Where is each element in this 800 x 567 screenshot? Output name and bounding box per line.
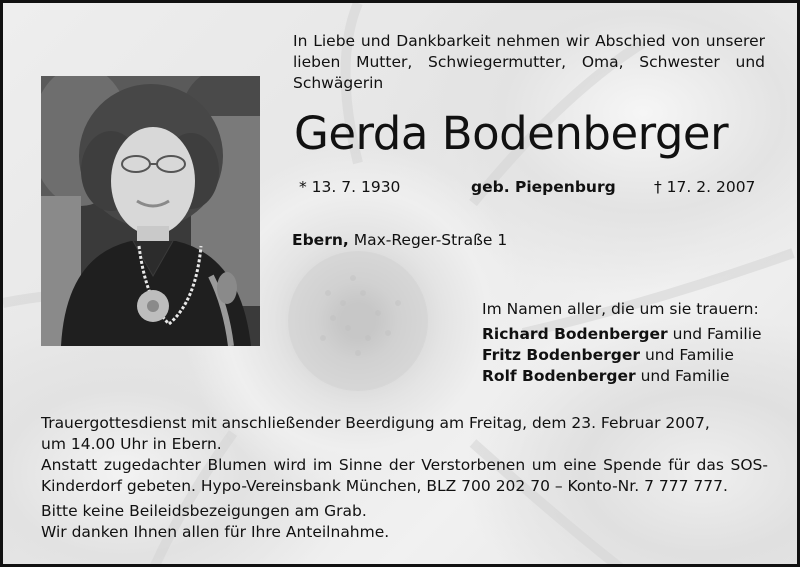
portrait-photo — [41, 76, 260, 346]
service-line-1: Trauergottesdienst mit anschließender Beerdigung am Freitag, dem 23. Februar 2007, — [41, 414, 710, 432]
death-date: † 17. 2. 2007 — [654, 178, 756, 196]
address — [292, 231, 507, 249]
footer-text — [41, 413, 768, 543]
mourner-row — [482, 345, 762, 366]
birth-date: * 13. 7. 1930 — [299, 178, 401, 196]
address-street: Max-Reger-Straße 1 — [353, 231, 508, 249]
mourner-suffix: und Familie — [672, 325, 762, 343]
mourners-intro: Im Namen aller, die um sie trauern: — [482, 300, 759, 318]
mourner-name: Fritz Bodenberger — [482, 346, 640, 364]
mourner-row — [482, 324, 762, 345]
mourner-suffix: und Familie — [644, 346, 734, 364]
mourner-name: Rolf Bodenberger — [482, 367, 636, 385]
address-town: Ebern, — [292, 231, 349, 249]
mourner-row — [482, 366, 762, 387]
mourners-block — [482, 299, 762, 387]
service-line-2: um 14.00 Uhr in Ebern. — [41, 435, 222, 453]
deceased-name: Gerda Bodenberger — [294, 107, 729, 160]
maiden-name: geb. Piepenburg — [471, 178, 616, 196]
mourner-suffix: und Familie — [640, 367, 730, 385]
thanks-text: Wir danken Ihnen allen für Ihre Anteilnahme. — [41, 523, 390, 541]
donation-text: Anstatt zugedachter Blumen wird im Sinne der Verstorbenen um eine Spende für das SOS-Kinderdorf gebeten. Hypo-Vereinsbank München, BLZ 700 202 70 – Konto-Nr. 7 777 777. — [41, 456, 768, 495]
no-condolences-text: Bitte keine Beileidsbezeigungen am Grab. — [41, 502, 367, 520]
intro-text: In Liebe und Dankbarkeit nehmen wir Abschied von unserer lieben Mutter, Schwiegermutter, Oma, Schwester und Schwägerin — [293, 32, 765, 92]
mourner-name: Richard Bodenberger — [482, 325, 668, 343]
